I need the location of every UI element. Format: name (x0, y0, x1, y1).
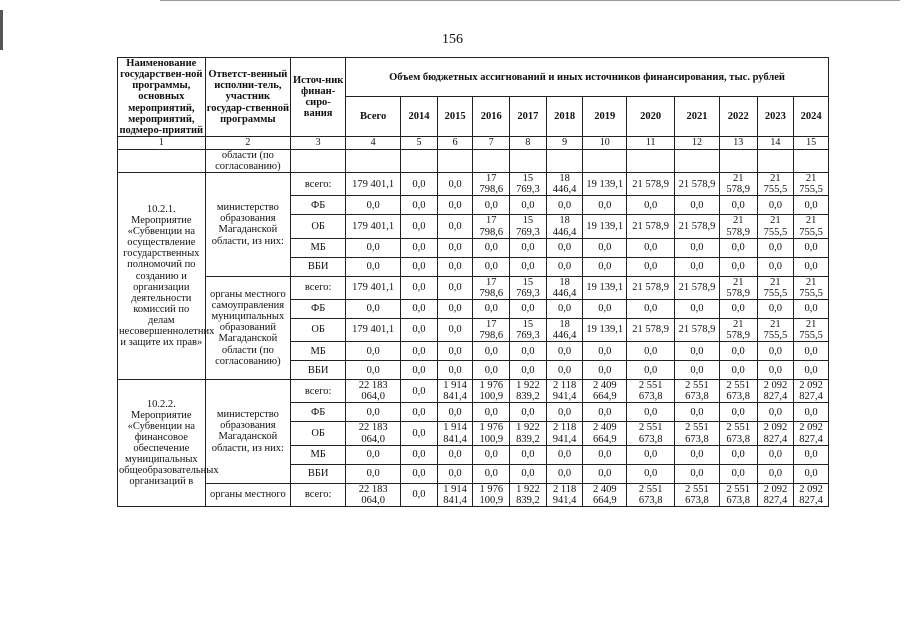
funding-source: ВБИ (291, 464, 346, 483)
executor-name: министерство образования Магаданской области, из них: (205, 380, 291, 484)
total-value: 0,0 (346, 464, 401, 483)
year-value: 0,0 (401, 361, 438, 380)
year-value: 0,0 (583, 257, 627, 276)
year-value: 1 922 839,2 (510, 380, 547, 403)
year-value: 0,0 (794, 299, 829, 318)
year-value: 2 409 664,9 (583, 380, 627, 403)
year-value: 15 769,3 (510, 318, 547, 341)
year-value: 0,0 (401, 342, 438, 361)
year-value: 1 976 100,9 (473, 422, 510, 445)
year-value: 0,0 (794, 403, 829, 422)
header-year: 2022 (719, 97, 757, 136)
year-value: 0,0 (546, 196, 583, 215)
year-value: 2 551 673,8 (719, 380, 757, 403)
funding-source: всего: (291, 276, 346, 299)
funding-source: ФБ (291, 299, 346, 318)
funding-source: ОБ (291, 215, 346, 238)
column-number: 7 (473, 136, 510, 149)
year-value: 0,0 (719, 403, 757, 422)
column-number: 15 (794, 136, 829, 149)
funding-source: МБ (291, 238, 346, 257)
year-value: 17 798,6 (473, 173, 510, 196)
year-value: 0,0 (675, 342, 720, 361)
year-value: 21 578,9 (719, 276, 757, 299)
year-value: 0,0 (401, 445, 438, 464)
year-value: 0,0 (583, 403, 627, 422)
year-value: 0,0 (510, 238, 547, 257)
funding-source: МБ (291, 445, 346, 464)
year-value: 0,0 (627, 445, 675, 464)
carryover-empty (675, 149, 720, 172)
year-value: 0,0 (437, 361, 473, 380)
header-year: 2018 (546, 97, 583, 136)
carryover-name (118, 149, 206, 172)
total-value: 22 183 064,0 (346, 380, 401, 403)
year-value: 1 914 841,4 (437, 422, 473, 445)
year-value: 0,0 (510, 445, 547, 464)
year-value: 1 914 841,4 (437, 380, 473, 403)
header-year: 2016 (473, 97, 510, 136)
year-value: 18 446,4 (546, 215, 583, 238)
year-value: 15 769,3 (510, 215, 547, 238)
year-value: 21 578,9 (627, 318, 675, 341)
year-value: 0,0 (401, 215, 438, 238)
carryover-empty (510, 149, 547, 172)
year-value: 2 409 664,9 (583, 483, 627, 506)
year-value: 21 755,5 (794, 276, 829, 299)
year-value: 0,0 (510, 257, 547, 276)
year-value: 2 092 827,4 (757, 422, 794, 445)
total-value: 179 401,1 (346, 276, 401, 299)
year-value: 21 755,5 (757, 318, 794, 341)
year-value: 21 755,5 (794, 215, 829, 238)
year-value: 0,0 (627, 299, 675, 318)
column-number: 4 (346, 136, 401, 149)
year-value: 2 551 673,8 (675, 483, 720, 506)
year-value: 1 976 100,9 (473, 380, 510, 403)
header-funding-volume: Объем бюджетных ассигнований и иных источников финансирования, тыс. рублей (346, 58, 829, 97)
year-value: 0,0 (437, 196, 473, 215)
carryover-empty (291, 149, 346, 172)
funding-source: ОБ (291, 422, 346, 445)
year-value: 2 551 673,8 (627, 422, 675, 445)
year-value: 0,0 (675, 464, 720, 483)
year-value: 0,0 (794, 342, 829, 361)
year-value: 18 446,4 (546, 173, 583, 196)
funding-source: всего: (291, 380, 346, 403)
year-value: 0,0 (401, 422, 438, 445)
year-value: 0,0 (401, 483, 438, 506)
year-value: 0,0 (627, 361, 675, 380)
year-value: 21 755,5 (794, 318, 829, 341)
year-value: 0,0 (473, 299, 510, 318)
year-value: 0,0 (473, 238, 510, 257)
total-value: 22 183 064,0 (346, 483, 401, 506)
header-year: 2020 (627, 97, 675, 136)
column-number: 13 (719, 136, 757, 149)
year-value: 2 092 827,4 (794, 422, 829, 445)
year-value: 0,0 (473, 361, 510, 380)
year-value: 1 914 841,4 (437, 483, 473, 506)
year-value: 0,0 (437, 318, 473, 341)
funding-source: ОБ (291, 318, 346, 341)
year-value: 0,0 (583, 361, 627, 380)
year-value: 0,0 (719, 196, 757, 215)
year-value: 1 922 839,2 (510, 422, 547, 445)
carryover-empty (546, 149, 583, 172)
funding-source: ФБ (291, 403, 346, 422)
column-number: 2 (205, 136, 291, 149)
year-value: 0,0 (757, 464, 794, 483)
year-value: 0,0 (546, 257, 583, 276)
measure-name: 10.2.1. Мероприятие «Субвенции на осуществление государственных полномочий по созданию и организации деятельности комиссий по делам несовершеннолетних и защите их прав» (118, 173, 206, 380)
funding-source: ВБИ (291, 257, 346, 276)
year-value: 0,0 (437, 276, 473, 299)
total-value: 0,0 (346, 196, 401, 215)
year-value: 0,0 (437, 445, 473, 464)
year-value: 0,0 (757, 238, 794, 257)
total-value: 22 183 064,0 (346, 422, 401, 445)
year-value: 0,0 (401, 196, 438, 215)
header-year: 2023 (757, 97, 794, 136)
year-value: 0,0 (675, 238, 720, 257)
year-value: 18 446,4 (546, 318, 583, 341)
column-numbers-row (118, 136, 829, 149)
year-value: 19 139,1 (583, 318, 627, 341)
year-value: 0,0 (583, 445, 627, 464)
year-value: 17 798,6 (473, 276, 510, 299)
total-value: 0,0 (346, 361, 401, 380)
header-year: 2024 (794, 97, 829, 136)
header-row (118, 58, 829, 97)
year-value: 2 092 827,4 (757, 483, 794, 506)
header-program-name: Наименование государствен-ной программы, основных мероприятий, мероприятий, подмеро-приятий (119, 58, 204, 136)
year-value: 0,0 (583, 299, 627, 318)
column-number: 12 (675, 136, 720, 149)
year-value: 0,0 (546, 342, 583, 361)
year-value: 0,0 (794, 238, 829, 257)
year-value: 0,0 (510, 299, 547, 318)
year-value: 0,0 (719, 299, 757, 318)
year-value: 1 976 100,9 (473, 483, 510, 506)
year-value: 0,0 (675, 445, 720, 464)
year-value: 0,0 (719, 257, 757, 276)
year-value: 21 578,9 (719, 215, 757, 238)
table-row (118, 483, 829, 506)
carryover-empty (346, 149, 401, 172)
year-value: 21 578,9 (627, 173, 675, 196)
year-value: 0,0 (401, 464, 438, 483)
year-value: 2 092 827,4 (794, 483, 829, 506)
year-value: 0,0 (473, 257, 510, 276)
year-value: 0,0 (437, 215, 473, 238)
year-value: 0,0 (546, 299, 583, 318)
column-number: 9 (546, 136, 583, 149)
year-value: 0,0 (401, 403, 438, 422)
year-value: 2 409 664,9 (583, 422, 627, 445)
year-value: 0,0 (675, 196, 720, 215)
column-number: 5 (401, 136, 438, 149)
column-number: 14 (757, 136, 794, 149)
year-value: 21 755,5 (757, 173, 794, 196)
year-value: 0,0 (583, 342, 627, 361)
year-value: 0,0 (719, 445, 757, 464)
year-value: 0,0 (473, 342, 510, 361)
total-value: 0,0 (346, 445, 401, 464)
year-value: 0,0 (627, 403, 675, 422)
year-value: 0,0 (510, 361, 547, 380)
year-value: 0,0 (675, 257, 720, 276)
year-value: 2 092 827,4 (794, 380, 829, 403)
year-value: 0,0 (794, 445, 829, 464)
column-number: 6 (437, 136, 473, 149)
page-number: 156 (442, 32, 463, 47)
year-value: 0,0 (510, 196, 547, 215)
year-value: 0,0 (546, 403, 583, 422)
year-value: 0,0 (757, 342, 794, 361)
year-value: 2 551 673,8 (627, 483, 675, 506)
header-funding-source: Источ-ник финан-сиро-вания (291, 58, 346, 137)
total-value: 179 401,1 (346, 318, 401, 341)
year-value: 0,0 (757, 403, 794, 422)
year-value: 2 551 673,8 (719, 422, 757, 445)
total-value: 0,0 (346, 299, 401, 318)
year-value: 0,0 (401, 276, 438, 299)
year-value: 17 798,6 (473, 215, 510, 238)
year-value: 0,0 (675, 361, 720, 380)
year-value: 0,0 (627, 238, 675, 257)
year-value: 21 578,9 (675, 215, 720, 238)
year-value: 2 118 941,4 (546, 422, 583, 445)
year-value: 21 755,5 (757, 276, 794, 299)
year-value: 0,0 (583, 238, 627, 257)
year-value: 2 118 941,4 (546, 380, 583, 403)
year-value: 0,0 (437, 257, 473, 276)
table-row (118, 173, 829, 196)
year-value: 0,0 (401, 238, 438, 257)
year-value: 2 092 827,4 (757, 380, 794, 403)
year-value: 0,0 (401, 257, 438, 276)
year-value: 0,0 (437, 342, 473, 361)
carryover-empty (437, 149, 473, 172)
year-value: 21 578,9 (627, 276, 675, 299)
year-value: 21 578,9 (675, 173, 720, 196)
measure-name: 10.2.2. Мероприятие «Субвенции на финансовое обеспечение муниципальных общеобразовательных организаций в (118, 380, 206, 507)
year-value: 0,0 (719, 464, 757, 483)
header-year: 2021 (675, 97, 720, 136)
year-value: 21 578,9 (719, 318, 757, 341)
year-value: 17 798,6 (473, 318, 510, 341)
total-value: 0,0 (346, 238, 401, 257)
table-row (118, 276, 829, 299)
column-number: 10 (583, 136, 627, 149)
column-number: 3 (291, 136, 346, 149)
year-value: 0,0 (675, 299, 720, 318)
header-year: 2019 (583, 97, 627, 136)
carryover-row (118, 149, 829, 172)
year-value: 0,0 (437, 173, 473, 196)
year-value: 2 551 673,8 (719, 483, 757, 506)
year-value: 0,0 (473, 445, 510, 464)
header-year: 2015 (437, 97, 473, 136)
year-value: 0,0 (794, 464, 829, 483)
table-row (118, 380, 829, 403)
year-value: 1 922 839,2 (510, 483, 547, 506)
year-value: 15 769,3 (510, 173, 547, 196)
total-value: 179 401,1 (346, 215, 401, 238)
carryover-empty (627, 149, 675, 172)
year-value: 0,0 (757, 299, 794, 318)
year-value: 21 578,9 (675, 318, 720, 341)
header-total: Всего (346, 97, 401, 136)
executor-name: органы местного самоуправления муниципальных образований Магаданской области (по согласованию) (205, 276, 291, 380)
year-value: 0,0 (401, 173, 438, 196)
year-value: 0,0 (794, 361, 829, 380)
carryover-empty (794, 149, 829, 172)
year-value: 18 446,4 (546, 276, 583, 299)
carryover-empty (401, 149, 438, 172)
year-value: 0,0 (675, 403, 720, 422)
year-value: 0,0 (437, 238, 473, 257)
executor-name: органы местного (205, 483, 291, 506)
year-value: 0,0 (627, 464, 675, 483)
year-value: 0,0 (627, 342, 675, 361)
funding-source: МБ (291, 342, 346, 361)
year-value: 15 769,3 (510, 276, 547, 299)
header-year: 2014 (401, 97, 438, 136)
year-value: 0,0 (627, 196, 675, 215)
year-value: 2 118 941,4 (546, 483, 583, 506)
year-value: 0,0 (546, 361, 583, 380)
total-value: 0,0 (346, 257, 401, 276)
total-value: 0,0 (346, 403, 401, 422)
year-value: 0,0 (401, 299, 438, 318)
year-value: 0,0 (719, 238, 757, 257)
year-value: 0,0 (583, 464, 627, 483)
year-value: 0,0 (794, 257, 829, 276)
year-value: 0,0 (473, 464, 510, 483)
funding-source: всего: (291, 483, 346, 506)
carryover-executor: области (по согласованию) (205, 149, 291, 172)
header-year: 2017 (510, 97, 547, 136)
year-value: 0,0 (437, 403, 473, 422)
year-value: 0,0 (401, 318, 438, 341)
funding-source: ФБ (291, 196, 346, 215)
year-value: 0,0 (546, 445, 583, 464)
year-value: 0,0 (510, 464, 547, 483)
total-value: 0,0 (346, 342, 401, 361)
carryover-empty (583, 149, 627, 172)
column-number: 11 (627, 136, 675, 149)
year-value: 19 139,1 (583, 173, 627, 196)
year-value: 0,0 (757, 196, 794, 215)
year-value: 19 139,1 (583, 276, 627, 299)
scan-top-rule (160, 0, 900, 1)
year-value: 19 139,1 (583, 215, 627, 238)
year-value: 2 551 673,8 (675, 422, 720, 445)
year-value: 0,0 (757, 257, 794, 276)
carryover-empty (473, 149, 510, 172)
year-value: 0,0 (627, 257, 675, 276)
year-value: 0,0 (757, 361, 794, 380)
year-value: 0,0 (719, 361, 757, 380)
year-value: 21 578,9 (675, 276, 720, 299)
year-value: 0,0 (437, 464, 473, 483)
header-executor: Ответст-венный исполни-тель, участник государ-ственной программы (205, 58, 291, 137)
year-value: 0,0 (437, 299, 473, 318)
year-value: 0,0 (401, 380, 438, 403)
year-value: 0,0 (757, 445, 794, 464)
year-value: 21 578,9 (719, 173, 757, 196)
year-value: 21 578,9 (627, 215, 675, 238)
year-value: 0,0 (473, 403, 510, 422)
year-value: 21 755,5 (794, 173, 829, 196)
year-value: 2 551 673,8 (627, 380, 675, 403)
year-value: 0,0 (510, 403, 547, 422)
funding-source: всего: (291, 173, 346, 196)
year-value: 0,0 (546, 238, 583, 257)
total-value: 179 401,1 (346, 173, 401, 196)
year-value: 0,0 (719, 342, 757, 361)
year-value: 0,0 (546, 464, 583, 483)
column-number: 1 (118, 136, 206, 149)
year-value: 0,0 (473, 196, 510, 215)
year-value: 0,0 (510, 342, 547, 361)
executor-name: министерство образования Магаданской области, из них: (205, 173, 291, 277)
year-value: 0,0 (583, 196, 627, 215)
budget-table (117, 57, 829, 507)
year-value: 21 755,5 (757, 215, 794, 238)
year-value: 0,0 (794, 196, 829, 215)
funding-source: ВБИ (291, 361, 346, 380)
carryover-empty (719, 149, 757, 172)
carryover-empty (757, 149, 794, 172)
year-value: 2 551 673,8 (675, 380, 720, 403)
column-number: 8 (510, 136, 547, 149)
